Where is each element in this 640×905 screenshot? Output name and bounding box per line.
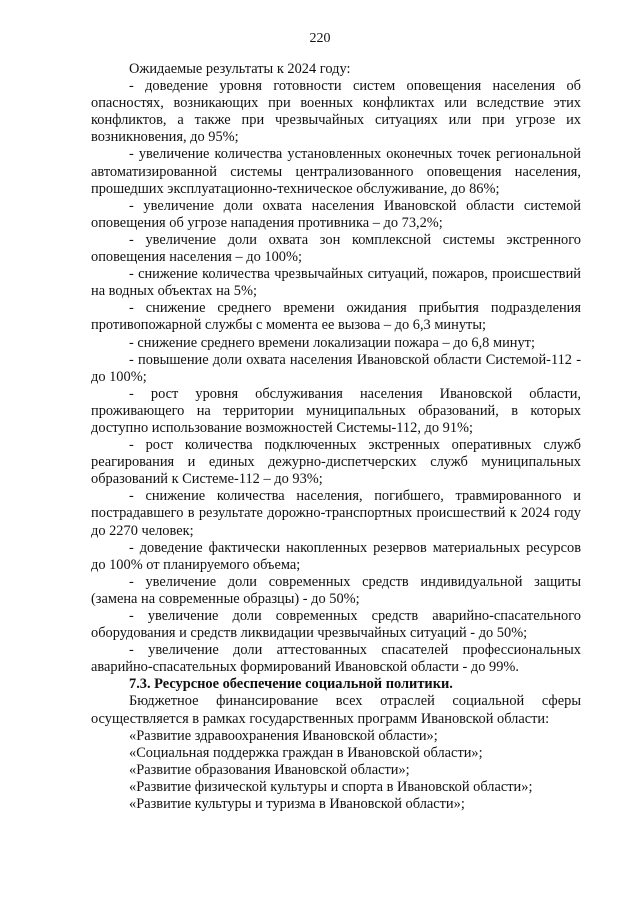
program-item: «Развитие здравоохранения Ивановской области»; [129,727,438,744]
result-item: - увеличение доли охвата населения Ивановской области системой оповещения об угрозе нападения противника – до 73,2%; [91,197,581,231]
page-number: 220 [309,31,331,46]
section-intro: Бюджетное финансирование всех отраслей социальной сферы осуществляется в рамках государственных программ Ивановской области: [91,693,581,727]
result-item: - снижение количества чрезвычайных ситуаций, пожаров, происшествий на водных объектах на 5%; [91,266,581,300]
result-item: - рост количества подключенных экстренных оперативных служб реагирования и единых дежурно-диспетчерских служб муниципальных образований к Системе-112 – до 93%; [91,437,581,488]
page-content [91,61,581,813]
results-intro: Ожидаемые результаты к 2024 году: [129,61,351,77]
result-item: - снижение среднего времени ожидания прибытия подразделения противопожарной службы с момента ее вызова – до 6,3 минуты; [91,300,581,334]
result-item: - доведение фактически накопленных резервов материальных ресурсов до 100% от планируемого объема; [91,539,581,573]
result-item: - увеличение доли современных средств индивидуальной защиты (замена на современные образцы) - до 50%; [91,573,581,607]
result-item: - увеличение количества установленных оконечных точек региональной автоматизированной системы централизованного оповещения населения, прошедших эксплуатационно-техническое обслуживание, до 86%; [91,146,581,197]
program-item: «Развитие физической культуры и спорта в Ивановской области»; [129,778,533,795]
section-heading: 7.3. Ресурсное обеспечение социальной политики. [129,676,453,693]
program-item: «Развитие культуры и туризма в Ивановской области»; [129,796,465,813]
result-item: - доведение уровня готовности систем оповещения населения об опасностях, возникающих при военных конфликтах или вследствие этих конфликтов, а также при чрезвычайных ситуациях или при угрозе их возникновения, до 95%; [91,78,581,146]
result-item: - увеличение доли аттестованных спасателей профессиональных аварийно-спасательных формирований Ивановской области - до 99%. [91,642,581,676]
result-item: - снижение количества населения, погибшего, травмированного и пострадавшего в результате дорожно-транспортных происшествий к 2024 году до 2270 человек; [91,488,581,539]
program-item: «Социальная поддержка граждан в Ивановской области»; [129,744,483,761]
result-item: - рост уровня обслуживания населения Ивановской области, проживающего на территории муниципальных образований, в которых доступно использование возможностей Системы-112, до 91%; [91,385,581,436]
result-item: - увеличение доли современных средств аварийно-спасательного оборудования и средств ликвидации чрезвычайных ситуаций - до 50%; [91,608,581,642]
result-item: - повышение доли охвата населения Ивановской области Системой-112 - до 100%; [91,351,581,385]
result-item: - увеличение доли охвата зон комплексной системы экстренного оповещения населения – до 100%; [91,231,581,266]
program-item: «Развитие образования Ивановской области»; [129,761,410,778]
result-item: - снижение среднего времени локализации пожара – до 6,8 минут; [129,334,535,351]
